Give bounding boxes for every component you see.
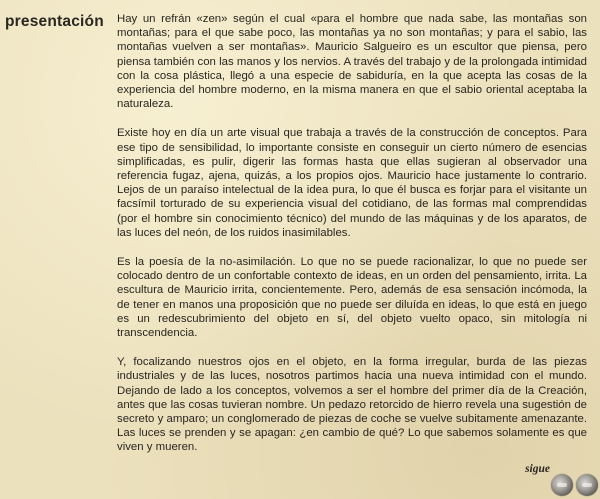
section-title: presentación bbox=[5, 13, 104, 30]
paragraph-4: Y, focalizando nuestros ojos en el objeto, en la forma irregular, burda de las piezas industriales y de las luces, nosotros partimos hacia una nueva intimidad con el mundo. Dejando de lado a los conceptos, volvemos a ser el hombre del primer día de la Creación, antes que las cosas tuvieran nombre. Un pedazo retorcido de hierro revela una sugestión de secreto y amparo; un conglomerado de piezas de coche se vuelve subitamente amenazante. Las luces se prenden y se apagan: ¿en cambio de qué? Lo que sabemos solamente es que viven y mueren. bbox=[117, 356, 587, 454]
medallion-icon bbox=[576, 474, 598, 496]
paragraph-1: Hay un refrán «zen» según el cual «para el hombre que nada sabe, las montañas son montañas; para el que sabe poco, las montañas ya no son montañas; y para el sabio, las montañas vuelven a ser montañas». Mauricio Salgueiro es un escultor que piensa, pero piensa también con las manos y los nervios. A través del trabajo y de la prolongada intimidad con la cosa plástica, llegó a una especie de sabiduría, en la que acepta las cosas de la experiencia del hombre moderno, en la misma manera en que el sabio oriental aceptaba la naturaleza. bbox=[117, 13, 587, 111]
medallion-icon bbox=[551, 474, 573, 496]
body-text bbox=[117, 12, 587, 470]
paragraph-3: Es la poesía de la no-asimilación. Lo que no se puede racionalizar, lo que no puede ser colocado dentro de un confortable contexto de ideas, en un orden del pensamiento, irrita. La escultura de Mauricio irrita, concientemente. Pero, además de esa sensación incómoda, la de tener en manos una proposición que no puede ser diluída en ideas, lo que está en juego es un redescubrimiento del objeto en sí, del objeto vuelto opaco, sin mitología ni transcendencia. bbox=[117, 256, 587, 340]
continue-label: sigue bbox=[525, 463, 550, 475]
paragraph-2: Existe hoy en día un arte visual que trabaja a través de la construcción de conceptos. Para ese tipo de sensibilidad, lo importante consiste en conseguir un cierto número de esencias simplificadas, es pulir, digerir las formas hasta que ellas sugieran al observador una referencia fugaz, ajena, quizás, a los propios ojos. Mauricio hace justamente lo contrario. Lejos de un paraíso intelectual de la idea pura, lo que él busca es forjar para el visitante un facsímil torturado de su experiencia visual del cotidiano, de las formas mal comprendidas (por el hombre sin conocimiento técnico) del mundo de las máquinas y de los aparatos, de las luces del neón, de los ruidos inasimilables. bbox=[117, 127, 587, 239]
